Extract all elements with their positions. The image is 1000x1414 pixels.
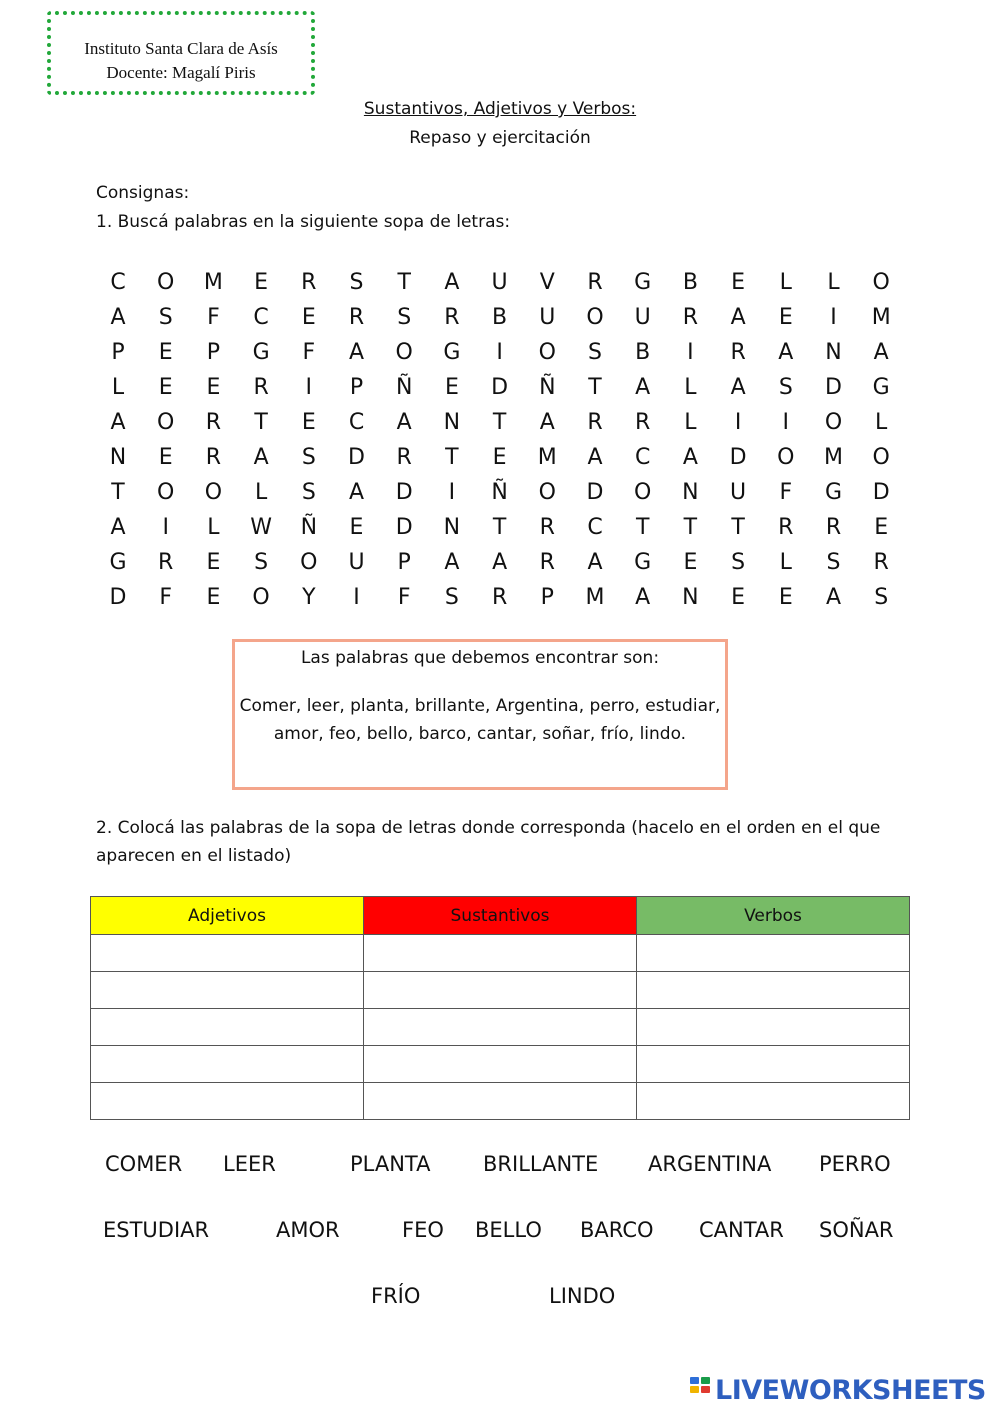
word-search-letter[interactable]: N xyxy=(682,480,699,505)
word-search-letter[interactable]: O xyxy=(395,340,413,365)
word-search-letter[interactable]: A xyxy=(730,375,746,400)
word-search-letter[interactable]: T xyxy=(635,515,650,540)
word-search-letter[interactable]: I xyxy=(353,585,360,610)
word-search-letter[interactable]: F xyxy=(302,340,316,365)
word-search-letter[interactable]: A xyxy=(492,550,508,575)
word-search-letter[interactable]: L xyxy=(684,410,697,435)
words-to-find-list: Comer, leer, planta, brillante, Argentina, perro, estudiar, amor, feo, bello, barco, cantar, soñar, frío, lindo. xyxy=(239,696,721,744)
answer-drop-cell[interactable] xyxy=(91,1009,364,1046)
word-bank-item[interactable]: FRÍO xyxy=(371,1284,421,1308)
word-search-letter[interactable]: F xyxy=(207,305,220,330)
word-bank-item[interactable]: PLANTA xyxy=(350,1152,431,1176)
word-search-letter[interactable]: M xyxy=(537,445,557,470)
word-search-letter[interactable]: T xyxy=(254,410,268,435)
word-search-letter[interactable]: A xyxy=(110,515,126,540)
word-search-letter[interactable]: R xyxy=(158,550,174,575)
word-search-letter[interactable]: M xyxy=(871,305,891,330)
word-search-letter[interactable]: B xyxy=(682,270,698,295)
word-search-letter[interactable]: A xyxy=(444,270,460,295)
word-search-letter[interactable]: E xyxy=(301,410,316,435)
word-search-letter[interactable]: I xyxy=(448,480,456,505)
word-search-letter[interactable]: I xyxy=(162,515,169,540)
word-search-letter[interactable]: E xyxy=(492,445,507,470)
word-search-letter[interactable]: U xyxy=(348,550,365,575)
word-search-letter[interactable]: A xyxy=(587,445,603,470)
answer-drop-cell[interactable] xyxy=(364,935,637,972)
word-search-letter[interactable]: T xyxy=(588,375,602,400)
word-search-letter[interactable]: D xyxy=(872,480,890,505)
brand-mark-square xyxy=(701,1377,710,1384)
word-search-letter[interactable]: R xyxy=(205,445,222,470)
word-search-letter[interactable]: S xyxy=(301,445,316,470)
word-search-letter[interactable]: S xyxy=(397,305,412,330)
word-search-letter[interactable]: E xyxy=(444,375,459,400)
word-search-letter[interactable]: T xyxy=(683,515,698,540)
word-search-letter[interactable]: D xyxy=(109,585,127,610)
word-search-letter[interactable]: T xyxy=(111,480,125,505)
table-row xyxy=(91,1083,910,1120)
word-search-letter[interactable]: C xyxy=(253,305,269,330)
word-search-letter[interactable]: A xyxy=(730,305,746,330)
word-search-letter[interactable]: W xyxy=(250,515,272,540)
answer-drop-cell[interactable] xyxy=(364,972,637,1009)
word-search-letter[interactable]: O xyxy=(872,270,890,295)
word-search-letter[interactable]: E xyxy=(206,375,221,400)
column-header-verbos: Verbos xyxy=(637,897,910,935)
word-search-letter[interactable]: G xyxy=(109,550,127,575)
word-search-letter[interactable]: A xyxy=(587,550,603,575)
word-search-letter[interactable]: R xyxy=(682,305,699,330)
word-bank-item[interactable]: LEER xyxy=(223,1152,276,1176)
word-search-letter[interactable]: A xyxy=(253,445,269,470)
classification-table xyxy=(90,896,910,1120)
word-search-letter[interactable]: E xyxy=(158,375,173,400)
word-search-letter[interactable]: G xyxy=(634,550,652,575)
word-search-letter[interactable]: O xyxy=(777,445,795,470)
word-search-letter[interactable]: S xyxy=(444,585,459,610)
word-search-letter[interactable]: R xyxy=(444,305,460,330)
word-search-letter[interactable]: G xyxy=(824,480,843,505)
word-search-letter[interactable]: A xyxy=(396,410,412,435)
word-search-letter[interactable]: I xyxy=(782,410,790,435)
school-info-box xyxy=(47,11,315,95)
word-search-letter[interactable]: F xyxy=(779,480,793,505)
word-search-letter[interactable]: Ñ xyxy=(395,375,413,400)
word-search-letter[interactable]: A xyxy=(348,340,365,365)
word-search-letter[interactable]: D xyxy=(586,480,604,505)
word-search-letter[interactable]: I xyxy=(687,340,694,365)
word-search-letter[interactable]: S xyxy=(158,305,173,330)
word-search-letter[interactable]: R xyxy=(873,550,889,575)
word-search-letter[interactable]: O xyxy=(538,480,556,505)
word-search-letter[interactable]: A xyxy=(778,340,794,365)
word-search-letter[interactable]: M xyxy=(585,585,605,610)
word-bank-item[interactable]: ARGENTINA xyxy=(648,1152,772,1176)
word-search-letter[interactable]: E xyxy=(349,515,364,540)
word-search-letter[interactable]: E xyxy=(874,515,889,540)
word-search-letter[interactable]: P xyxy=(111,340,125,365)
word-search-letter[interactable]: I xyxy=(496,340,503,365)
word-search-letter[interactable]: L xyxy=(207,515,220,540)
teacher-name: Docente: Magalí Piris xyxy=(106,63,256,82)
word-bank-item[interactable]: CANTAR xyxy=(699,1218,784,1242)
word-search-letter[interactable]: E xyxy=(158,445,173,470)
word-search-letter[interactable]: C xyxy=(110,270,126,295)
word-search-letter[interactable]: C xyxy=(587,515,603,540)
word-search-letter[interactable]: E xyxy=(731,270,746,295)
brand-mark-square xyxy=(701,1386,710,1393)
word-bank-item[interactable]: BARCO xyxy=(580,1218,654,1242)
word-search-letter[interactable]: G xyxy=(443,340,461,365)
word-search-letter[interactable]: E xyxy=(206,550,221,575)
word-search-letter[interactable]: D xyxy=(348,445,365,470)
school-name: Instituto Santa Clara de Asís xyxy=(84,39,278,58)
column-header-adjetivos: Adjetivos xyxy=(91,897,364,935)
word-search-letter[interactable]: Y xyxy=(302,585,316,610)
word-search-letter[interactable]: T xyxy=(731,515,745,540)
word-search-letter[interactable]: R xyxy=(587,410,603,435)
word-search-letter[interactable]: B xyxy=(492,305,508,330)
word-search-letter[interactable]: T xyxy=(492,410,507,435)
word-search-letter[interactable]: U xyxy=(730,480,747,505)
word-search-letter[interactable]: R xyxy=(587,270,603,295)
word-search-letter[interactable]: P xyxy=(206,340,221,365)
answer-drop-cell[interactable] xyxy=(364,1083,637,1120)
brand-mark-square xyxy=(690,1386,699,1393)
answer-drop-cell[interactable] xyxy=(637,1046,910,1083)
word-search-letter[interactable]: Ñ xyxy=(300,515,318,540)
word-search-letter[interactable]: O xyxy=(872,445,890,470)
word-search-letter[interactable]: O xyxy=(157,410,175,435)
table-row xyxy=(91,972,910,1009)
instruction-step-1: 1. Buscá palabras en la siguiente sopa de letras: xyxy=(96,212,511,232)
word-search-letter[interactable]: L xyxy=(254,480,268,505)
word-search-letter[interactable]: O xyxy=(157,270,175,295)
word-search-letter[interactable]: O xyxy=(252,585,270,610)
table-row xyxy=(91,1046,910,1083)
word-search-letter[interactable]: A xyxy=(539,410,555,435)
word-search-letter[interactable]: S xyxy=(826,550,841,575)
column-header-sustantivos: Sustantivos xyxy=(364,897,637,935)
word-search-letter[interactable]: P xyxy=(397,550,411,575)
word-search-letter[interactable]: N xyxy=(109,445,127,470)
word-search-letter[interactable]: N xyxy=(682,585,699,610)
word-search-letter[interactable]: O xyxy=(300,550,318,575)
word-search-letter[interactable]: O xyxy=(204,480,223,505)
word-bank-item[interactable]: BELLO xyxy=(475,1218,542,1242)
word-search-letter[interactable]: R xyxy=(491,585,508,610)
word-search-letter[interactable]: A xyxy=(825,585,842,610)
answer-drop-cell[interactable] xyxy=(91,1083,364,1120)
table-row xyxy=(91,1009,910,1046)
instructions-heading: Consignas: xyxy=(96,183,190,203)
liveworksheets-mark-icon xyxy=(690,1377,712,1403)
word-search-letter[interactable]: V xyxy=(539,270,555,295)
word-search-letter[interactable]: L xyxy=(875,410,888,435)
word-search-letter[interactable]: S xyxy=(778,375,793,400)
word-bank-item[interactable]: COMER xyxy=(105,1152,183,1176)
word-search-letter[interactable]: A xyxy=(635,375,651,400)
word-search-letter[interactable]: L xyxy=(111,375,125,400)
liveworksheets-logo xyxy=(690,1374,986,1406)
word-search-letter[interactable]: E xyxy=(731,585,746,610)
word-search-letter[interactable]: P xyxy=(349,375,364,400)
word-search-letter[interactable]: T xyxy=(492,515,507,540)
brand-mark-square xyxy=(690,1377,699,1384)
word-search-letter[interactable]: B xyxy=(635,340,651,365)
word-search-letter[interactable]: R xyxy=(205,410,222,435)
answer-drop-cell[interactable] xyxy=(91,972,364,1009)
word-search-letter[interactable]: R xyxy=(635,410,651,435)
word-search-letter[interactable]: E xyxy=(254,270,269,295)
word-search-letter[interactable]: L xyxy=(779,550,792,575)
word-search-letter[interactable]: G xyxy=(252,340,270,365)
instruction-step-2: 2. Colocá las palabras de la sopa de letras donde corresponda (hacelo en el orden en el que aparecen en el listado) xyxy=(96,818,881,866)
answer-drop-cell[interactable] xyxy=(91,1046,364,1083)
word-search-letter[interactable]: R xyxy=(778,515,794,540)
answer-drop-cell[interactable] xyxy=(637,972,910,1009)
word-search-letter[interactable]: D xyxy=(825,375,842,400)
answer-drop-cell[interactable] xyxy=(364,1046,637,1083)
word-search-letter[interactable]: A xyxy=(110,410,126,435)
word-search-letter[interactable]: M xyxy=(824,445,843,470)
worksheet-title: Sustantivos, Adjetivos y Verbos: xyxy=(363,99,637,119)
word-search-letter[interactable]: O xyxy=(586,305,604,330)
word-search-letter[interactable]: T xyxy=(445,445,459,470)
word-search-letter[interactable]: F xyxy=(397,585,411,610)
word-search-letter[interactable]: S xyxy=(588,340,602,365)
word-search-letter[interactable]: R xyxy=(825,515,842,540)
word-search-letter[interactable]: O xyxy=(157,480,175,505)
word-search-letter[interactable]: O xyxy=(824,410,843,435)
word-search-letter[interactable]: L xyxy=(684,375,697,400)
word-search-letter[interactable]: I xyxy=(305,375,313,400)
word-search-letter[interactable]: I xyxy=(830,305,837,330)
answer-drop-cell[interactable] xyxy=(637,1009,910,1046)
word-search-letter[interactable]: U xyxy=(634,305,651,330)
answer-drop-cell[interactable] xyxy=(637,1083,910,1120)
word-search-letter[interactable]: D xyxy=(729,445,747,470)
worksheet-subtitle: Repaso y ejercitación xyxy=(409,128,591,148)
word-search-letter[interactable]: O xyxy=(634,480,652,505)
word-search-letter[interactable]: A xyxy=(635,585,651,610)
word-search-letter[interactable]: R xyxy=(730,340,746,365)
word-search-letter[interactable]: R xyxy=(539,550,555,575)
answer-drop-cell[interactable] xyxy=(364,1009,637,1046)
word-search-letter[interactable]: O xyxy=(538,340,556,365)
word-search-letter[interactable]: T xyxy=(397,270,411,295)
word-search-letter[interactable]: U xyxy=(491,270,508,295)
word-search-letter[interactable]: D xyxy=(395,480,413,505)
word-search-letter[interactable]: A xyxy=(682,445,698,470)
word-search-letter[interactable]: S xyxy=(731,550,746,575)
table-row xyxy=(91,935,910,972)
word-search-letter[interactable]: Ñ xyxy=(539,375,556,400)
word-search-letter[interactable]: E xyxy=(778,585,793,610)
word-search-letter[interactable]: L xyxy=(779,270,792,295)
word-search-letter[interactable]: C xyxy=(348,410,365,435)
word-search-letter[interactable]: N xyxy=(443,515,461,540)
word-search-letter[interactable]: I xyxy=(734,410,742,435)
answer-drop-cell[interactable] xyxy=(637,935,910,972)
word-search-letter[interactable]: L xyxy=(827,270,840,295)
word-bank-item[interactable]: PERRO xyxy=(819,1152,891,1176)
word-search-letter[interactable]: S xyxy=(874,585,889,610)
word-search-letter[interactable]: D xyxy=(491,375,509,400)
word-search-letter[interactable]: A xyxy=(110,305,126,330)
word-search-letter[interactable]: E xyxy=(158,340,173,365)
word-search-letter[interactable]: G xyxy=(634,270,652,295)
word-search-letter[interactable]: F xyxy=(159,585,173,610)
word-search-letter[interactable]: A xyxy=(873,340,889,365)
word-bank-item[interactable]: LINDO xyxy=(549,1284,616,1308)
word-search-letter[interactable]: R xyxy=(396,445,412,470)
word-search-letter[interactable]: N xyxy=(443,410,461,435)
answer-drop-cell[interactable] xyxy=(91,935,364,972)
word-bank-item[interactable]: ESTUDIAR xyxy=(103,1218,210,1242)
word-bank-item[interactable]: AMOR xyxy=(276,1218,340,1242)
word-search-letter[interactable]: S xyxy=(301,480,316,505)
word-search-letter[interactable]: S xyxy=(349,270,364,295)
word-search-letter[interactable]: E xyxy=(683,550,698,575)
word-bank-item[interactable]: BRILLANTE xyxy=(483,1152,599,1176)
word-search-letter[interactable]: S xyxy=(254,550,269,575)
words-to-find-box xyxy=(232,639,728,790)
word-search-letter[interactable]: U xyxy=(539,305,556,330)
word-search-letter[interactable]: M xyxy=(203,270,223,295)
word-search-letter[interactable]: P xyxy=(540,585,554,610)
word-bank-item[interactable]: FEO xyxy=(402,1218,444,1242)
word-search-letter[interactable]: N xyxy=(825,340,842,365)
word-search-letter[interactable]: R xyxy=(301,270,317,295)
brand-name: LIVEWORKSHEETS xyxy=(715,1374,986,1406)
word-search-letter[interactable]: Ñ xyxy=(491,480,508,505)
word-search-letter[interactable]: A xyxy=(348,480,365,505)
word-search-letter[interactable]: E xyxy=(778,305,793,330)
word-search-letter[interactable]: E xyxy=(301,305,316,330)
word-bank-item[interactable]: SOÑAR xyxy=(819,1218,894,1242)
words-to-find-lead: Las palabras que debemos encontrar son: xyxy=(300,648,660,668)
word-search-letter[interactable]: G xyxy=(872,375,890,400)
word-search-letter[interactable]: A xyxy=(444,550,460,575)
word-search-letter[interactable]: R xyxy=(348,305,365,330)
word-search-letter[interactable]: C xyxy=(635,445,651,470)
word-search-letter[interactable]: E xyxy=(206,585,221,610)
word-search-letter[interactable]: R xyxy=(539,515,555,540)
word-search-letter[interactable]: R xyxy=(253,375,269,400)
word-search-letter[interactable]: D xyxy=(395,515,413,540)
